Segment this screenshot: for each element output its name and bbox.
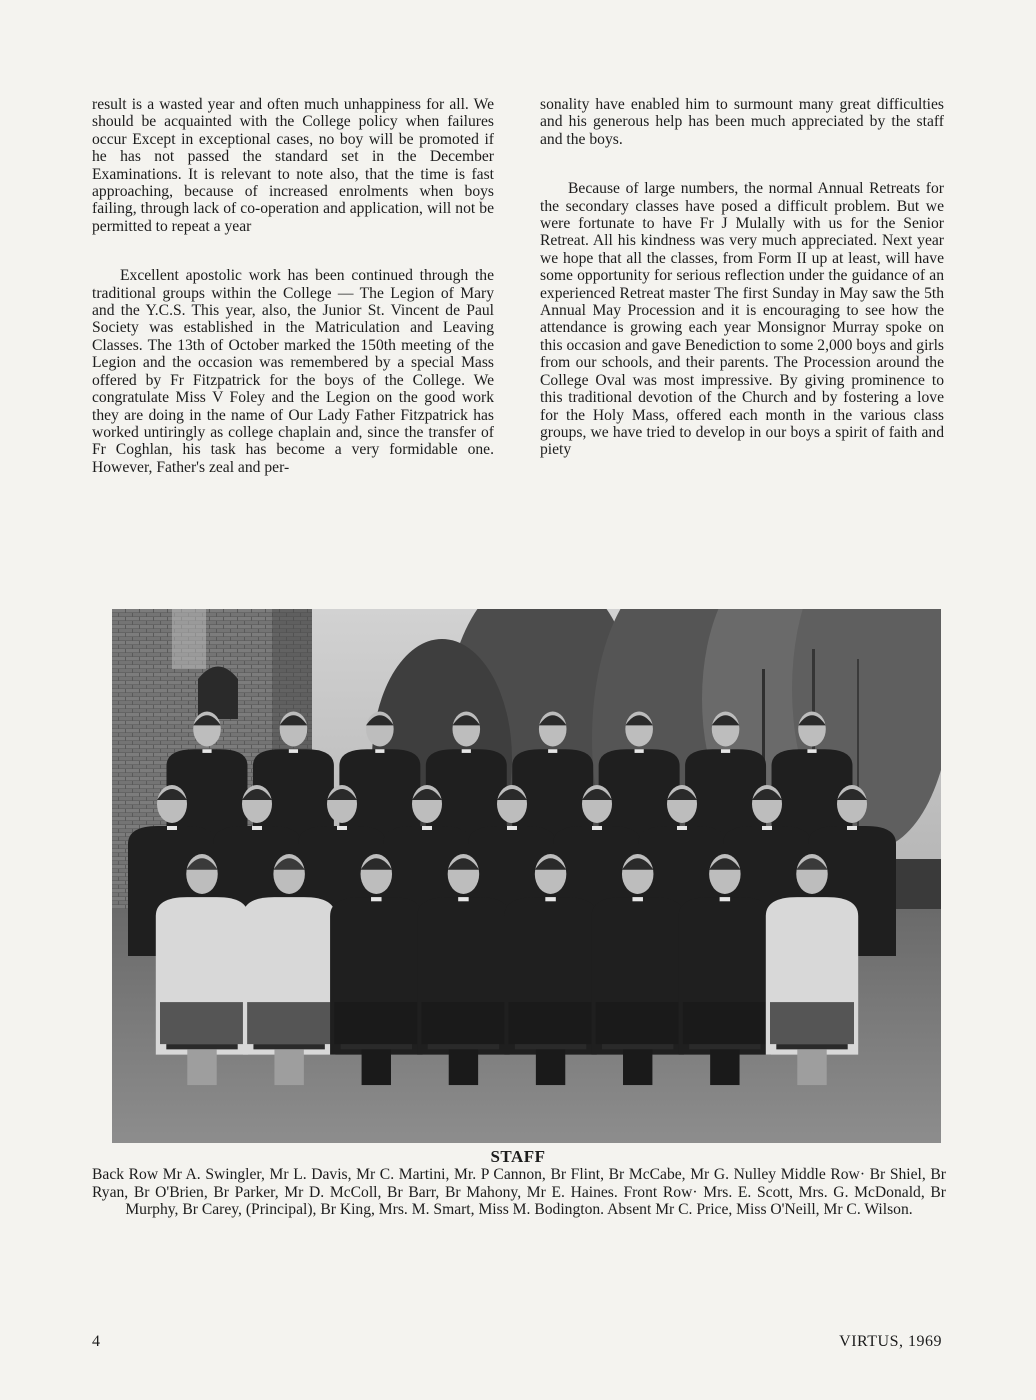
caption-text: Back Row Mr A. Swingler, Mr L. Davis, Mr C. Martini, Mr. P Cannon, Br Flint, Br McCabe, Mr G. Nulley Middle Row· Br Shiel, Br Ryan, Br O'Brien, Br Parker, Mr D. McColl, Br Barr, Br Mahony, Mr E. Haines. Front Row· Mrs. E. Scott, Mrs. G. McDonald, Br Murphy, Br Carey, (Principal), Br King, Mrs. M. Smart, Miss M. Bodington. Absent Mr C. Price, Miss O'Neill, Mr C. Wilson. [92,1166,946,1219]
left-text-column [92,96,494,508]
running-footer: VIRTUS, 1969 [839,1333,942,1350]
page-number: 4 [92,1333,100,1350]
paragraph: Because of large numbers, the normal Annual Retreats for the secondary classes have posed a difficult problem. But we were fortunate to have Fr J Mulally with us for the Senior Retreat. All his kindness was very much appreciated. Next year we hope that all the classes, from Form II up at least, will have some opportunity for serious reflection under the guidance of an experienced Retreat master The first Sunday in May saw the 5th Annual May Procession and it is encouraging to see how the attendance is growing each year Monsignor Murray spoke on this occasion and gave Benediction to some 2,000 boys and girls from our schools, and their parents. The Procession around the College Oval was most impressive. By giving prominence to this traditional devotion of the Church and by fostering a love for the Holy Mass, offered each month in the various class groups, we have tried to develop in our boys a spirit of faith and piety [540,180,944,459]
paragraph: result is a wasted year and often much unhappiness for all. We should be acquainted with the College policy when failures occur Except in exceptional cases, no boy will be promoted if he has not passed the standard set in the December Examinations. It is relevant to note also, that the time is fast approaching, because of increased enrolments when boys failing, through lack of co-operation and application, will not be permitted to repeat a year [92,96,494,235]
paragraph: sonality have enabled him to surmount many great difficulties and his generous help has been much appreciated by the staff and the boys. [540,96,944,148]
staff-photo-illustration [112,609,941,1143]
right-text-column [540,96,944,491]
paragraph: Excellent apostolic work has been continued through the traditional groups within the College — The Legion of Mary and the Y.C.S. This year, also, the Junior St. Vincent de Paul Society was established in the Matriculation and Leaving Classes. The 13th of October marked the 150th meeting of the Legion and the occasion was remembered by a special Mass offered by Fr Fitzpatrick for the boys of the College. We congratulate Miss V Foley and the Legion on the good work they are doing in the name of Our Lady Father Fitzpatrick has worked untiringly as college chaplain and, since the transfer of Fr Coghlan, his task has become a very formidable one. However, Father's zeal and per- [92,267,494,476]
caption-title: STAFF [490,1147,546,1166]
staff-group-photo [112,609,941,1143]
